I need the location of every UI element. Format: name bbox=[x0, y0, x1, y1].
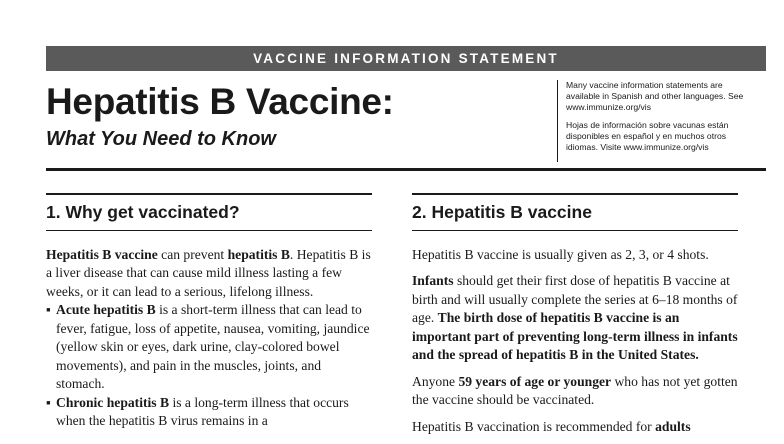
section-2 bbox=[412, 193, 738, 444]
section-2-top-rule bbox=[412, 193, 738, 195]
page-subtitle: What You Need to Know bbox=[46, 128, 276, 150]
text-run: who has not yet gotten the vaccine should be vaccinated. bbox=[412, 373, 738, 407]
section-2-paragraph-infants bbox=[412, 272, 738, 365]
text-run: . Hepatitis B is a liver disease that can cause mild illness lasting a few weeks, or it can lead to a serious, lifelong illness. bbox=[46, 246, 371, 299]
section-2-paragraph-doses: Hepatitis B vaccine is usually given as 2, 3, or 4 shots. bbox=[412, 246, 709, 262]
bullet-acute bbox=[46, 301, 372, 394]
section-2-paragraph-age bbox=[412, 373, 738, 410]
section-1 bbox=[46, 193, 372, 431]
text-run: Anyone bbox=[412, 373, 459, 389]
text-run-bold: adults bbox=[655, 418, 691, 434]
header-divider bbox=[46, 168, 766, 171]
text-run-bold: 59 years of age or younger bbox=[458, 373, 612, 389]
section-2-body bbox=[412, 246, 738, 437]
section-2-bottom-rule bbox=[412, 230, 738, 231]
bullet-text: is a long-term illness that occurs when the hepatitis B virus remains in a bbox=[56, 394, 349, 428]
text-run: should get their first dose of hepatitis B vaccine at birth and will usually complete the series at 6–18 months of age. bbox=[412, 273, 738, 325]
bullet-icon: ▪ bbox=[46, 302, 51, 317]
text-run-bold: The birth dose of hepatitis B vaccine is an important part of preventing long-term illness in infants and the spread of hepatitis B in the United States. bbox=[412, 310, 738, 362]
section-2-paragraph-adults bbox=[412, 418, 738, 437]
vis-banner: VACCINE INFORMATION STATEMENT bbox=[46, 46, 766, 71]
section-2-heading: 2. Hepatitis B vaccine bbox=[412, 201, 592, 222]
section-1-paragraph bbox=[46, 246, 372, 302]
text-run: can prevent bbox=[157, 246, 228, 262]
section-1-body bbox=[46, 246, 372, 431]
text-run-bold: Infants bbox=[412, 273, 454, 288]
disease-name: hepatitis B bbox=[227, 246, 290, 262]
bullet-chronic bbox=[46, 394, 372, 431]
section-1-bottom-rule bbox=[46, 230, 372, 231]
section-1-top-rule bbox=[46, 193, 372, 195]
bullet-term: Acute hepatitis B bbox=[56, 302, 156, 317]
bullet-term: Chronic hepatitis B bbox=[56, 394, 170, 410]
vaccine-name: Hepatitis B vaccine bbox=[46, 246, 158, 262]
page-title: Hepatitis B Vaccine: bbox=[46, 81, 394, 122]
section-1-heading: 1. Why get vaccinated? bbox=[46, 201, 240, 222]
language-note-english: Many vaccine information statements are available in Spanish and other languages. See www.immunize.org/vis bbox=[566, 80, 744, 112]
bullet-text: is a short-term illness that can lead to fever, fatigue, loss of appetite, nausea, vomiting, jaundice (yellow skin or eyes, dark urine, clay-colored bowel movements), and pain in the muscles, joints, and stomach. bbox=[56, 302, 370, 391]
bullet-icon: ▪ bbox=[46, 394, 51, 410]
text-run: Hepatitis B vaccination is recommended for bbox=[412, 418, 656, 434]
language-note bbox=[557, 80, 757, 162]
language-note-spanish: Hojas de información sobre vacunas están disponibles en español y en muchos otros idiomas. Visite www.immunize.org/vis bbox=[566, 120, 729, 152]
